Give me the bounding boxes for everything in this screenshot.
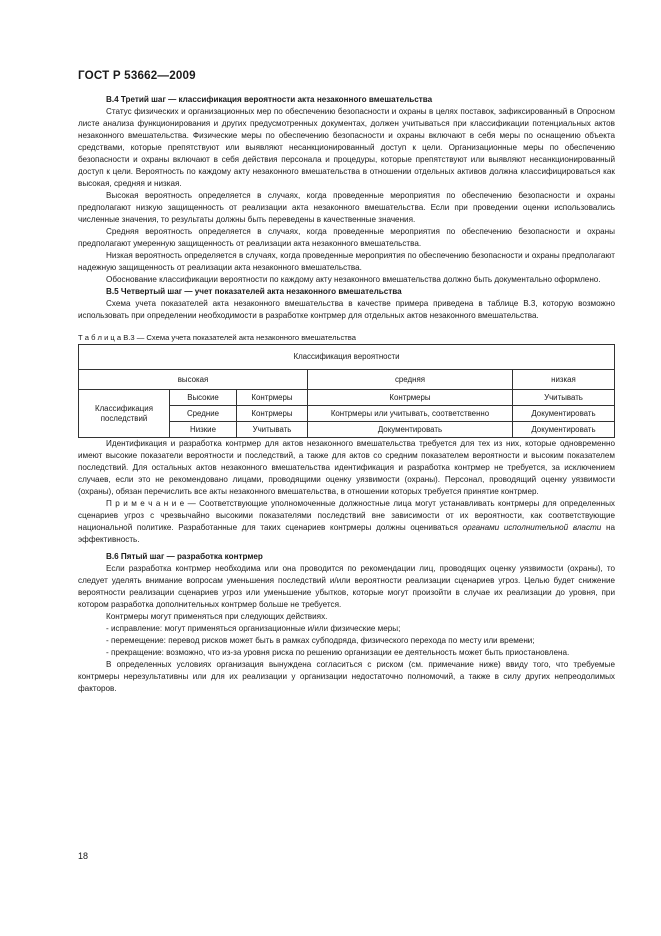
document-header: ГОСТ Р 53662—2009 <box>78 69 196 82</box>
note-label: П р и м е ч а н и е — <box>106 499 196 508</box>
section-b6-title: В.6 Пятый шаг — разработка контрмер <box>106 552 263 561</box>
section-b4-title: В.4 Третий шаг — классификация вероятности акта незаконного вмешательства <box>106 95 433 104</box>
b6-list-item: - прекращение: возможно, что из-за уровня риска по решению организации ее деятельность может быть приостановлена. <box>106 648 570 657</box>
b5-paragraph: Схема учета показателей акта незаконного вмешательства в качестве примера приведена в таблице В.3, которую возможно использовать при определении необходимости в разработке контрмер для отдельных актов незаконного вмешательства. <box>78 299 615 320</box>
note-italic-text: органами исполнительной власти <box>462 523 602 532</box>
table-cell: Документировать <box>513 422 615 438</box>
table-cell: Средние <box>170 406 237 422</box>
table-prob-low: низкая <box>513 370 615 390</box>
after-table-paragraph: Идентификация и разработка контрмер для актов незаконного вмешательства требуется для тех из них, которые одновременно имеют высокие показатели вероятности и последствий, а также для актов со средним показателем вероятности и высоким показателем последствий. Для остальных актов незаконного вмешательства идентификация и разработка контрмер не требуется, за исключением случаев, если это не рекомендовано лицами, проводящими оценку уязвимости (охраны). Персонал, проводящий оценку уязвимости (охраны), обязан перечислить все акты незаконного вмешательства, в отношении которых требуется принятие контрмер. <box>78 439 615 496</box>
table-cell: Низкие <box>170 422 237 438</box>
b6-list-item: - перемещение: перевод рисков может быть в рамках субподряда, физического перехода по месту или времени; <box>106 636 535 645</box>
b6-paragraph: Контрмеры могут применяться при следующих действиях. <box>106 612 328 621</box>
table-top-header: Классификация вероятности <box>79 345 615 370</box>
page-content <box>78 94 615 695</box>
b4-paragraph: Высокая вероятность определяется в случаях, когда проведенные мероприятия по обеспечению безопасности и охраны предполагают низкую защищенность от реализации акта незаконного вмешательства. Если при проведении оценки использовались численные значения, то результаты должны быть переведены в качественные значения. <box>78 191 615 224</box>
note-paragraph <box>78 498 615 546</box>
table-cell: Контрмеры <box>308 390 513 406</box>
b4-paragraph: Статус физических и организационных мер по обеспечению безопасности и охраны в целях поставок, зафиксированный в Опросном листе анализа функционирования и других предусмотренных документах, должен учитываться при классификации потенциальных актов незаконного вмешательства. Физические меры по обеспечению безопасности и охраны включают в себя меры по оснащению объекта средствами, которые препятствуют или выявляют несанкционированный доступ к цели. Организационные меры по обеспечению безопасности и охраны включают в себя действия персонала и процедуры, которые препятствуют или выявляют несанкционированный доступ к цели. Вероятность по каждому акту незаконного вмешательства в отношении отдельных активов должна классифицироваться как высокая, средняя и низкая. <box>78 107 615 188</box>
b6-list-item: - исправление: могут применяться организационные и/или физические меры; <box>106 624 401 633</box>
table-row-header: Классификация последствий <box>79 390 170 438</box>
b4-paragraph: Низкая вероятность определяется в случаях, когда проведенные мероприятия по обеспечению безопасности и охраны предполагают надежную защищенность от реализации акта незаконного вмешательства. <box>78 251 615 272</box>
table-cell: Документировать <box>308 422 513 438</box>
note-text-end: на эффективность. <box>78 523 615 544</box>
table-cell: Контрмеры <box>237 390 308 406</box>
b4-paragraph: Обоснование классификации вероятности по каждому акту незаконного вмешательства должно быть документально оформлено. <box>106 275 601 284</box>
table-cell: Учитывать <box>513 390 615 406</box>
table-cell: Учитывать <box>237 422 308 438</box>
section-b5-title: В.5 Четвертый шаг — учет показателей акта незаконного вмешательства <box>106 287 402 296</box>
table-caption: Т а б л и ц а В.3 — Схема учета показателей акта незаконного вмешательства <box>78 333 356 342</box>
table-cell: Контрмеры <box>237 406 308 422</box>
b4-paragraph: Средняя вероятность определяется в случаях, когда проведенные мероприятия по обеспечению безопасности и охраны предполагают умеренную защищенность от реализации акта незаконного вмешательства. <box>78 227 615 248</box>
table-cell: Контрмеры или учитывать, соответственно <box>308 406 513 422</box>
table-cell: Высокие <box>170 390 237 406</box>
table-prob-high: высокая <box>79 370 308 390</box>
table-cell: Документировать <box>513 406 615 422</box>
table-prob-mid: средняя <box>308 370 513 390</box>
b6-paragraph: В определенных условиях организация вынуждена согласиться с риском (см. примечание ниже) ввиду того, что требуемые контрмеры нерезультативны или для их реализации у организации недостаточно полномочий, а также в силу других непреодолимых факторов. <box>78 660 615 693</box>
note-text: Соответствующие уполномоченные должностные лица могут устанавливать контрмеры для определенных сценариев угроз с чрезвычайно высокими показателями последствий вне зависимости от их вероятности, как соответствующие национальной политике. Разработанные для таких сценариев контрмеры должны оцениваться <box>78 499 615 532</box>
b6-paragraph: Если разработка контрмер необходима или она проводится по рекомендации лиц, проводящих оценку уязвимости (охраны), то следует уделять внимание вопросам уменьшения последствий и/или вероятности реализации сценариев угроз. Целью будет снижение вероятности реализации сценариев угроз или уменьшение убытков, которые могут произойти в случае их реализации до уровня, при котором разработка дополнительных контрмер больше не требуется. <box>78 564 615 609</box>
table-b3 <box>78 344 615 438</box>
page-number: 18 <box>78 851 89 861</box>
